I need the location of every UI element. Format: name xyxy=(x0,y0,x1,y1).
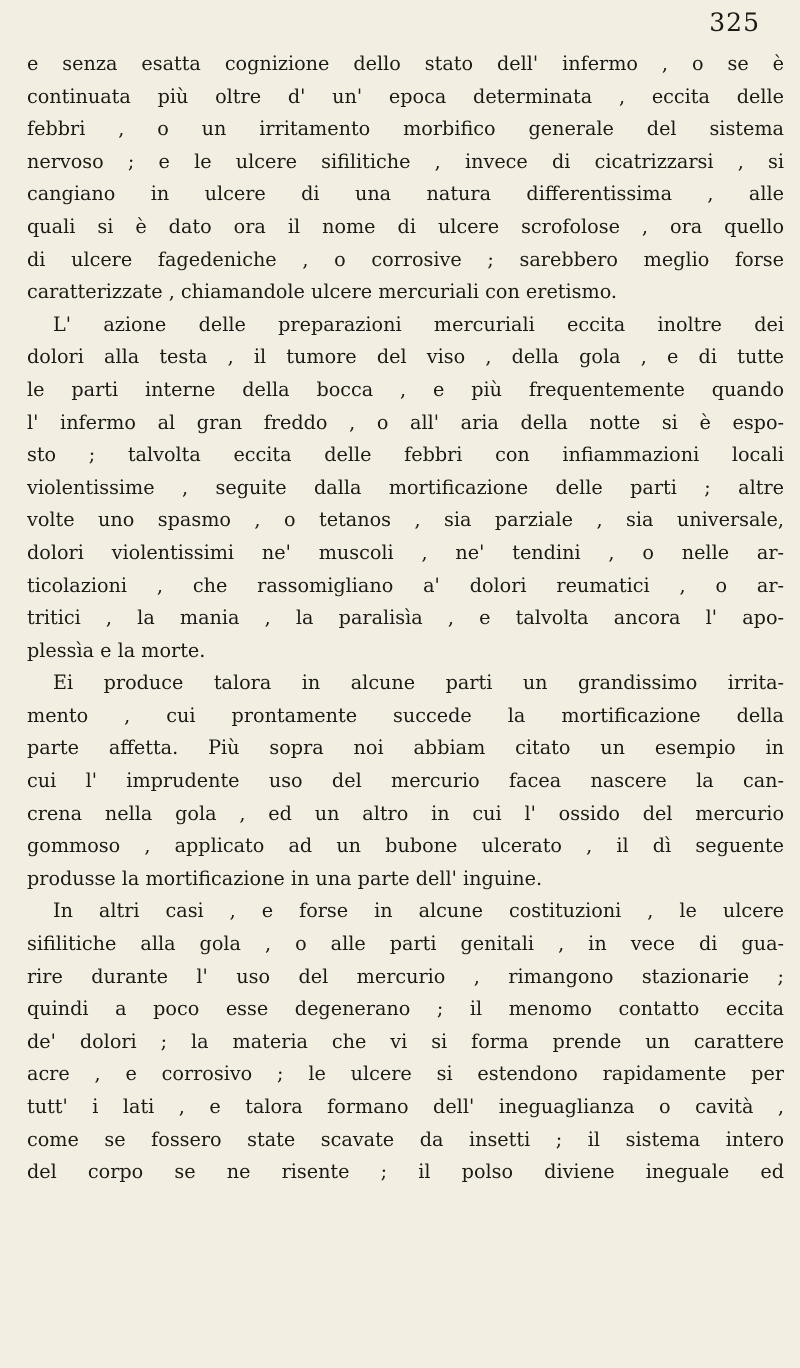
text-line: crena nella gola , ed un altro in cui l' ossido del mercurio xyxy=(27,801,784,825)
page-number: 325 xyxy=(709,8,760,37)
text-line: In altri casi , e forse in alcune costituzioni , le ulcere xyxy=(53,899,784,923)
text-line: del corpo se ne risente ; il polso diviene ineguale ed xyxy=(27,1160,784,1184)
text-line: di ulcere fagedeniche , o corrosive ; sarebbero meglio forse xyxy=(27,247,784,271)
text-line: sifilitiche alla gola , o alle parti genitali , in vece di gua- xyxy=(27,932,784,956)
text-line: sto ; talvolta eccita delle febbri con infiammazioni locali xyxy=(27,443,784,467)
text-line: L' azione delle preparazioni mercuriali eccita inoltre dei xyxy=(53,312,784,336)
text-line: tutt' i lati , e talora formano dell' ineguaglianza o cavità , xyxy=(27,1095,784,1118)
text-line: dolori violentissimi ne' muscoli , ne' tendini , o nelle ar- xyxy=(27,540,784,564)
text-line: produsse la mortificazione in una parte dell' inguine. xyxy=(27,866,543,890)
text-line: febbri , o un irritamento morbifico generale del sistema xyxy=(27,117,784,141)
text-line: ticolazioni , che rassomigliano a' dolori reumatici , o ar- xyxy=(27,573,784,597)
text-line: l' infermo al gran freddo , o all' aria della notte si è espo- xyxy=(27,410,784,434)
text-line: de' dolori ; la materia che vi si forma prende un carattere xyxy=(27,1029,784,1053)
text-line: plessìa e la morte. xyxy=(27,638,206,662)
text-line: e senza esatta cognizione dello stato dell' infermo , o se è xyxy=(27,52,784,75)
text-line: cangiano in ulcere di una natura differentissima , alle xyxy=(27,182,784,206)
text-line: gommoso , applicato ad un bubone ulcerato , il dì seguente xyxy=(27,834,784,858)
text-line: mento , cui prontamente succede la mortificazione della xyxy=(27,703,784,727)
text-line: volte uno spasmo , o tetanos , sia parziale , sia universale, xyxy=(27,508,784,532)
body-text xyxy=(27,48,784,1189)
text-line: parte affetta. Più sopra noi abbiam citato un esempio in xyxy=(27,736,784,760)
text-line: dolori alla testa , il tumore del viso , della gola , e di tutte xyxy=(27,345,784,369)
text-line: caratterizzate , chiamandole ulcere mercuriali con eretismo. xyxy=(27,280,618,304)
text-line: acre , e corrosivo ; le ulcere si estendono rapidamente per xyxy=(27,1062,784,1086)
text-line: le parti interne della bocca , e più frequentemente quando xyxy=(27,377,784,401)
text-line: continuata più oltre d' un' epoca determinata , eccita delle xyxy=(27,84,784,108)
text-line: violentissime , seguite dalla mortificazione delle parti ; altre xyxy=(27,475,784,499)
text-line: come se fossero state scavate da insetti ; il sistema intero xyxy=(27,1127,784,1151)
text-line: rire durante l' uso del mercurio , rimangono stazionarie ; xyxy=(27,964,784,988)
text-line: quindi a poco esse degenerano ; il menomo contatto eccita xyxy=(27,997,784,1021)
text-line: cui l' imprudente uso del mercurio facea nascere la can- xyxy=(27,769,784,793)
text-line: nervoso ; e le ulcere sifilitiche , invece di cicatrizzarsi , si xyxy=(27,149,784,173)
text-line: quali si è dato ora il nome di ulcere scrofolose , ora quello xyxy=(27,214,784,238)
text-line: tritici , la mania , la paralisìa , e talvolta ancora l' apo- xyxy=(27,606,784,630)
text-line: Ei produce talora in alcune parti un grandissimo irrita- xyxy=(53,671,784,695)
